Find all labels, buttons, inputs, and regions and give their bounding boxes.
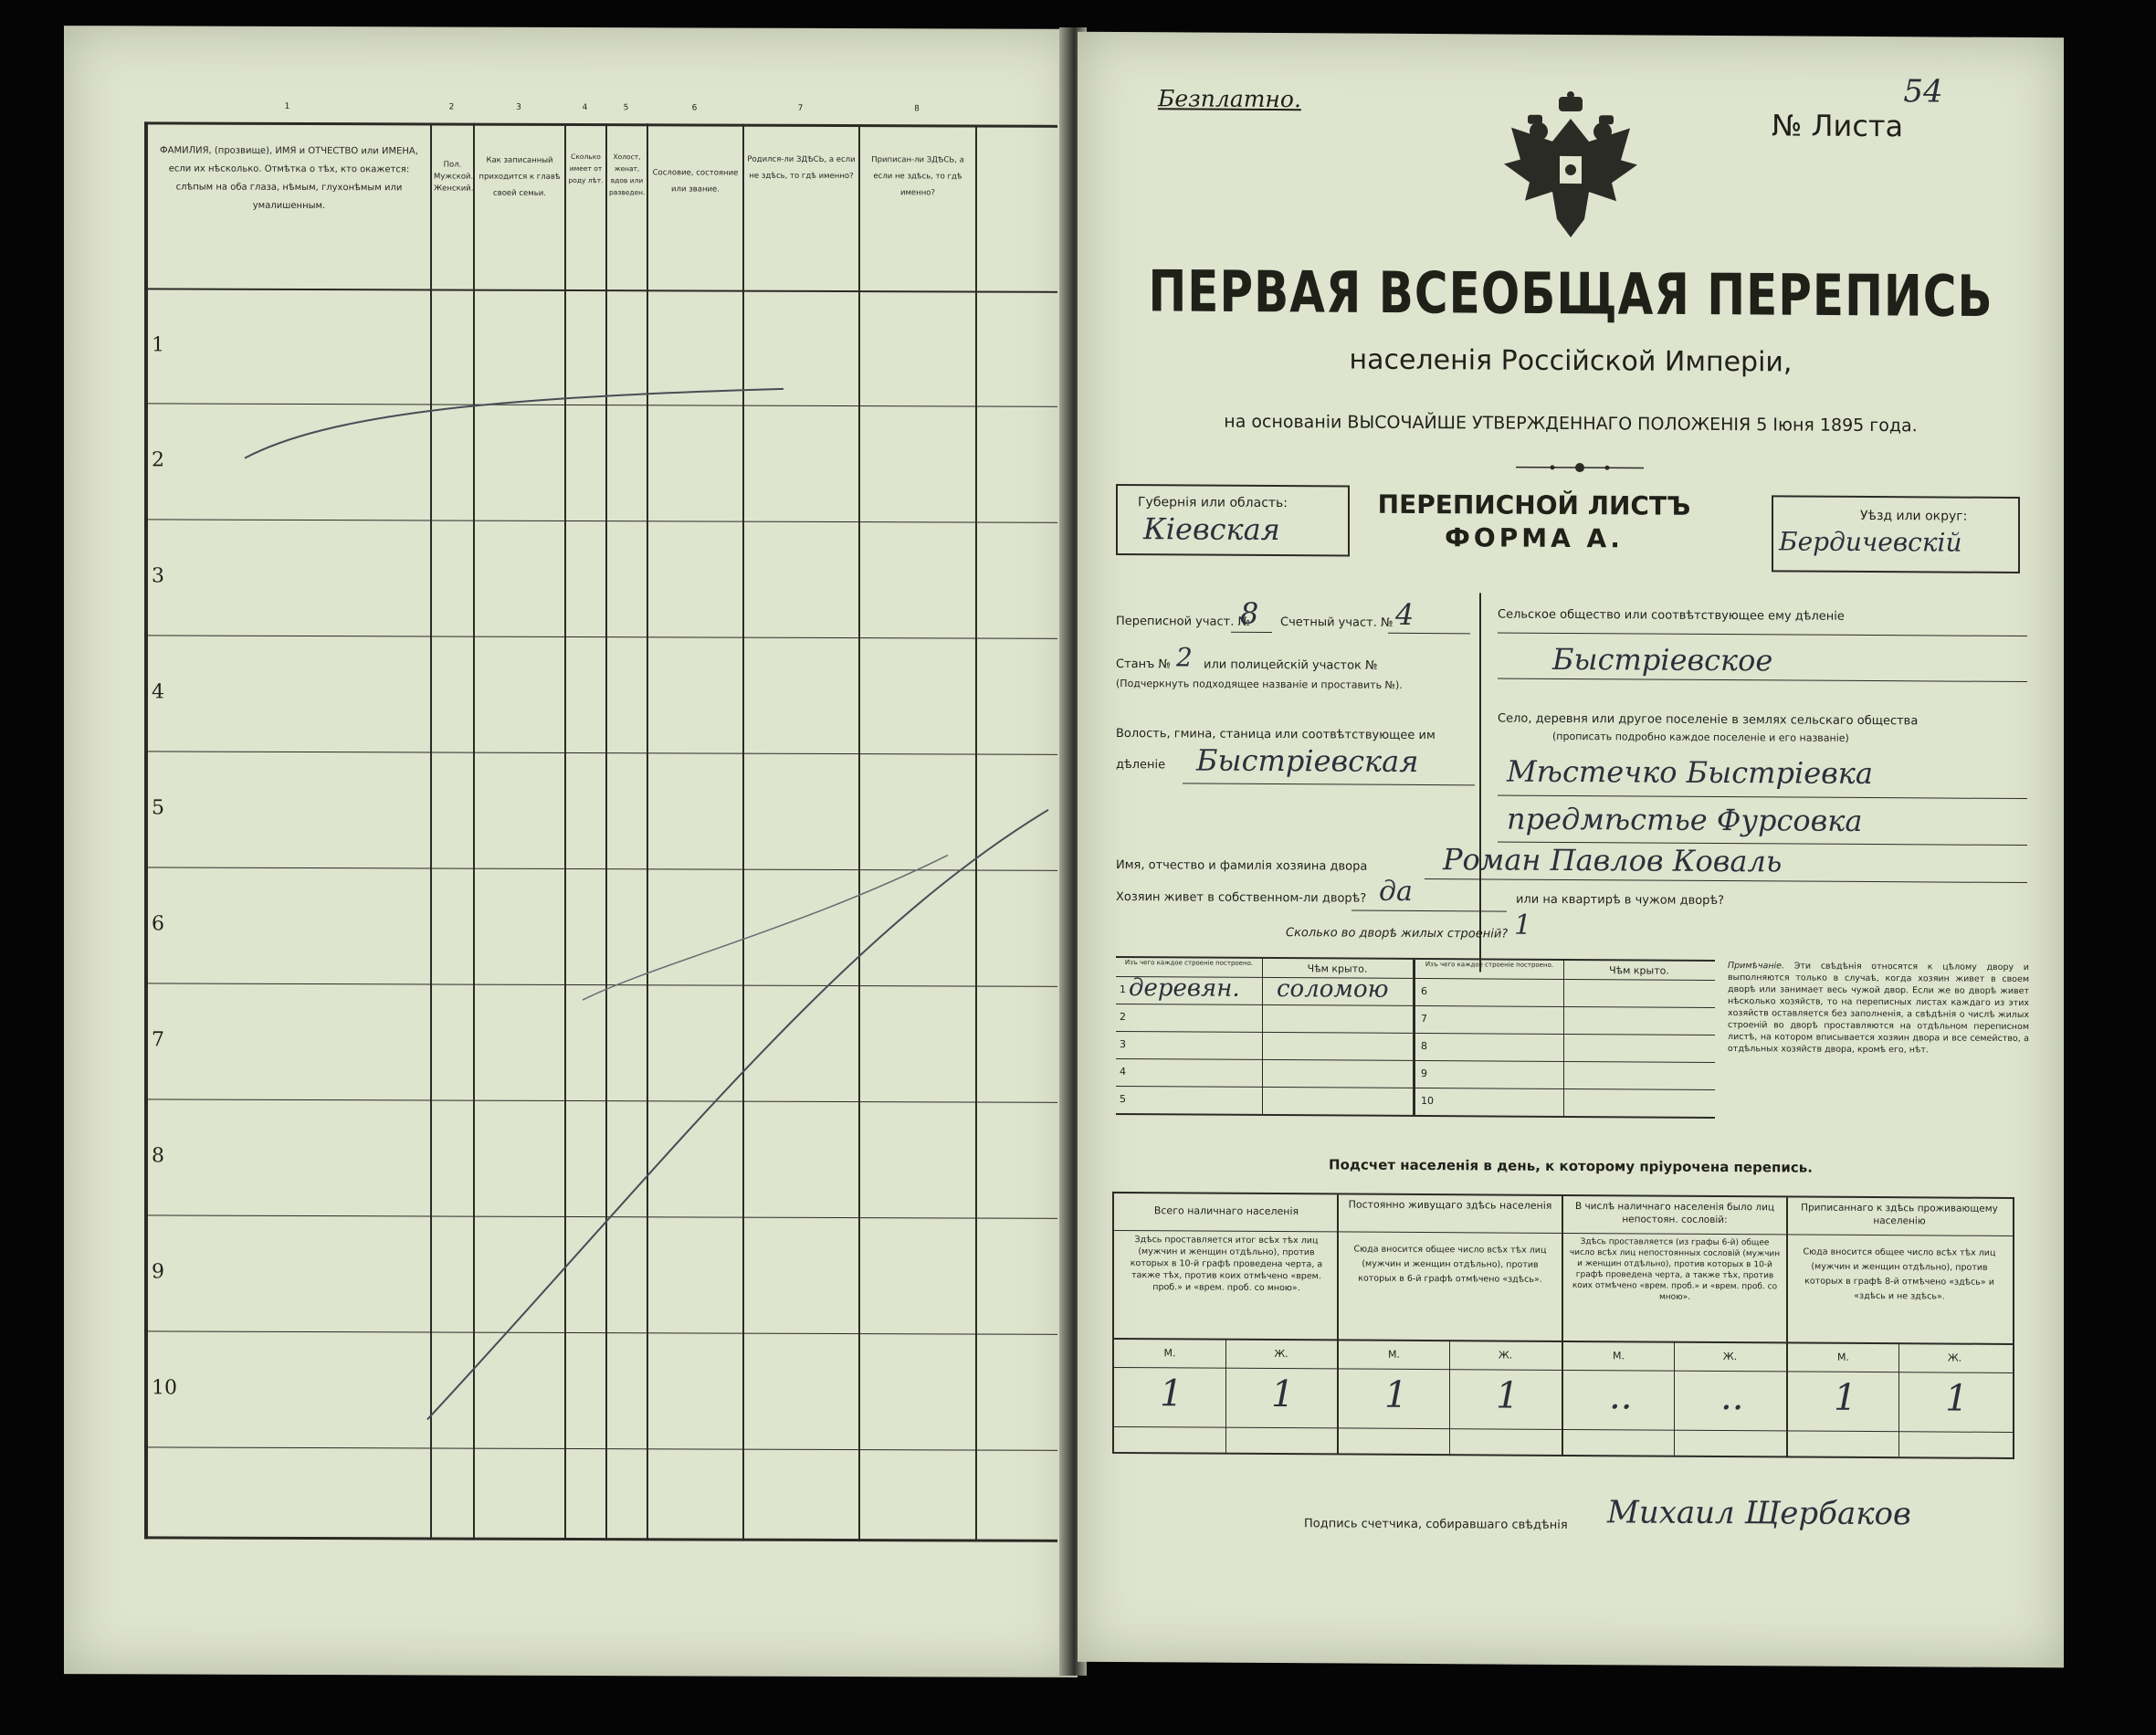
- building-row-number: 5: [1120, 1092, 1126, 1106]
- district-label: Уѣзд или округ:: [1860, 508, 1968, 524]
- building-row-number: 3: [1120, 1037, 1126, 1051]
- column-header-name: ФАМИЛИЯ, (прозвище), ИМЯ и ОТЧЕСТВО или ИМЕНА, если их нѣсколько. Отмѣтка о тѣх, кто окажется: слѣпым на оба глаза, нѣмым, глухонѣмым или умалишенным.: [160, 145, 418, 212]
- district-value: Бердичевскій: [1779, 526, 1962, 558]
- buildings-header-material: Изъ чего каждое строеніе построено.: [1124, 959, 1254, 967]
- note-label: Примѣчаніе.: [1728, 961, 1785, 972]
- count-col-total-head: Всего наличнаго населенія: [1153, 1204, 1299, 1218]
- column-number: 8: [914, 104, 920, 114]
- count-col-nonpermanent-head: В числѣ наличнаго населенія было лиц непостоян. сословій:: [1574, 1201, 1775, 1226]
- sheet-number: [1772, 73, 1952, 144]
- village-value-2: предмѣстье Фурсовка: [1507, 801, 1863, 838]
- count-sex-male: М.: [1388, 1348, 1400, 1361]
- column-number: 4: [582, 103, 588, 113]
- buildings-table: [1116, 956, 1715, 1119]
- form-title-line-2: ФОРМА А.: [1445, 522, 1624, 554]
- volost-label: Волость, гмина, станица или соотвѣтствующее им дѣленіе: [1116, 726, 1436, 773]
- form-title-line-1: ПЕРЕПИСНОЙ ЛИСТЪ: [1377, 489, 1691, 521]
- census-form-left-page: [64, 26, 1078, 1677]
- free-of-charge-label: Безплатно.: [1158, 85, 1301, 113]
- count-value: 1: [1945, 1377, 1969, 1420]
- buildings-header-roof: Чѣм крыто.: [1307, 962, 1368, 975]
- count-sex-female: Ж.: [1722, 1351, 1738, 1363]
- ornament-divider: [1516, 461, 1644, 475]
- count-col-permanent-head: Постоянно живущаго здѣсь населенія: [1348, 1198, 1552, 1212]
- count-value: 1: [1160, 1372, 1183, 1415]
- province-box: [1116, 484, 1350, 557]
- row-number: 1: [152, 333, 164, 357]
- count-value: 1: [1496, 1374, 1520, 1417]
- count-col-nonpermanent-text: Здѣсь проставляется (из графы 6-й) общее число всѣх лиц непостоянных сословій (мужчин и женщин отдѣльно), против которых в 10-й графѣ проведена черта, а также тѣх, против коих отмѣчено «врем. проб.» и «врем. проб. со мною».: [1569, 1237, 1781, 1302]
- count-col-total-text: Здѣсь проставляется итог всѣх тѣх лиц (мужчин и женщин отдѣльно), против которых в 10-й графѣ проведена черта, а также тѣх, против коих отмѣчено «врем. проб.» и «врем. проб. со мною».: [1130, 1235, 1323, 1294]
- column-number: 3: [516, 102, 521, 112]
- document-title: ПЕРВАЯ ВСЕОБЩАЯ ПЕРЕПИСЬ: [1148, 258, 1993, 331]
- row-number: 2: [152, 448, 164, 472]
- column-number: 2: [448, 102, 455, 112]
- household-members-table: [144, 101, 1057, 1541]
- count-value: ..: [1720, 1376, 1744, 1419]
- document-subtitle: населенія Россійской Имперіи,: [1349, 343, 1793, 379]
- count-sex-male: М.: [1613, 1350, 1625, 1362]
- count-sex-female: Ж.: [1947, 1351, 1962, 1364]
- column-number: 6: [691, 103, 698, 113]
- buildings-header-roof-2: Чѣм крыто.: [1609, 964, 1669, 977]
- signature-label: Подпись счетчика, собиравшаго свѣдѣнія: [1304, 1517, 1568, 1532]
- census-form-right-page: [1078, 32, 2064, 1668]
- count-col-permanent-text: Сюда вносится общее число всѣх тѣх лиц (мужчин и женщин отдѣльно), против которых в 6-й графѣ отмѣчено «здѣсь».: [1353, 1244, 1547, 1285]
- column-header-estate: Сословие, состояние или звание.: [652, 168, 739, 195]
- count-sex-female: Ж.: [1498, 1349, 1513, 1362]
- owner-lives-value: да: [1379, 875, 1413, 908]
- count-sex-male: М.: [1163, 1347, 1176, 1360]
- handwritten-cancel-strokes: [144, 121, 1057, 1541]
- counting-area-label: Счетный участ. №: [1280, 615, 1394, 630]
- counter-signature: Михаил Щербаков: [1607, 1494, 1911, 1533]
- population-count-table: [1112, 1192, 2014, 1459]
- volost-value: Быстріевская: [1196, 742, 1419, 779]
- row-number: 9: [152, 1260, 164, 1284]
- building-1-roof: соломою: [1277, 975, 1389, 1004]
- count-sex-male: М.: [1837, 1351, 1849, 1363]
- rural-society-value: Быстріевское: [1552, 641, 1773, 678]
- building-row-number: 10: [1421, 1094, 1434, 1108]
- row-number: 5: [152, 796, 164, 820]
- owner-lives-suffix: или на квартирѣ в чужом дворѣ?: [1516, 892, 1725, 909]
- building-row-number: 1: [1120, 983, 1126, 996]
- note-text: Эти свѣдѣнія относятся к цѣлому двору и выполняются только в случаѣ, когда хозяин живет в своем дворѣ или занимает весь чужой двор. Если же во дворѣ живет нѣсколько хозяйств, то на переписных листах каждаго из этих хозяйств оставляется без заполненія, а свѣдѣнія о числѣ жилых строеній во дворѣ проставляются на отдѣльном переписном листѣ, на котором вписывается хозяин двора и все семейство, а отдѣльных хозяйств двора, кромѣ его, нѣт.: [1728, 961, 2029, 1056]
- village-value-1: Мѣстечко Быстріевка: [1507, 753, 1873, 792]
- column-header-registration: Приписан-ли ЗДѢСЬ, а если не здѣсь, то гдѣ именно?: [871, 155, 964, 198]
- count-col-registered-head: Приписаннаго к здѣсь проживающему населенію: [1801, 1202, 1998, 1227]
- owner-label: Имя, отчество и фамилія хозяина двора: [1116, 857, 1368, 874]
- count-sex-female: Ж.: [1274, 1348, 1288, 1361]
- column-number: 5: [623, 103, 629, 113]
- stan-value: 2: [1176, 642, 1193, 673]
- count-value: 1: [1834, 1376, 1857, 1419]
- column-header-relation: Как записанный приходится к главѣ своей семьи.: [479, 155, 561, 198]
- buildings-note: [1728, 960, 2029, 1057]
- buildings-value: 1: [1514, 909, 1532, 941]
- column-header-birthplace: Родился-ли ЗДѢСЬ, а если не здѣсь, то гдѣ именно?: [747, 154, 856, 182]
- count-value: ..: [1609, 1375, 1633, 1418]
- census-area-value: 8: [1240, 595, 1259, 631]
- column-number: 1: [284, 101, 290, 111]
- owner-lives-label: Хозяин живет в собственном-ли дворѣ?: [1116, 889, 1367, 906]
- row-number: 3: [152, 564, 164, 588]
- building-row-number: 6: [1421, 984, 1427, 998]
- province-label: Губернія или область:: [1138, 495, 1288, 511]
- building-row-number: 8: [1421, 1039, 1427, 1053]
- building-row-number: 4: [1120, 1065, 1126, 1078]
- building-row-number: 2: [1120, 1010, 1126, 1024]
- row-number: 4: [152, 680, 164, 704]
- count-col-registered-text: Сюда вносится общее число всѣх тѣх лиц (мужчин и женщин отдѣльно), против которых в графѣ 8-й отмѣчено «здѣсь» и «здѣсь и не здѣсь».: [1803, 1246, 1996, 1302]
- imperial-eagle-emblem-icon: [1502, 91, 1639, 243]
- rural-society-label: Сельское общество или соотвѣтствующее ему дѣленіе: [1498, 607, 1845, 624]
- column-header-marital: Холост, женат, вдов или разведен.: [609, 152, 646, 197]
- row-number: 8: [152, 1144, 164, 1168]
- building-row-number: 7: [1421, 1012, 1427, 1025]
- buildings-label: Сколько во дворѣ жилых строеній?: [1286, 926, 1509, 941]
- counting-area-value: 4: [1395, 596, 1415, 632]
- buildings-header-material-2: Изъ чего каждое строеніе построено.: [1425, 961, 1554, 969]
- population-count-title: Подсчет населенія в день, к которому пріурочена перепись.: [1329, 1156, 1813, 1176]
- row-number: 6: [152, 912, 164, 936]
- column-header-age: Сколько имеет от роду лѣт.: [568, 152, 604, 185]
- row-number: 10: [152, 1376, 177, 1400]
- stan-note: (Подчеркнуть подходящее названіе и проставить №).: [1116, 677, 1403, 691]
- stan-suffix: или полицейскій участок №: [1204, 657, 1378, 673]
- form-title: [1351, 489, 1717, 556]
- district-box: [1772, 495, 2020, 573]
- sheet-number-value: 54: [1903, 73, 1943, 110]
- count-value: 1: [1271, 1372, 1295, 1416]
- legal-basis: на основаніи ВЫСОЧАЙШЕ УТВЕРЖДЕННАГО ПОЛОЖЕНІЯ 5 Іюня 1895 года.: [1224, 411, 1918, 436]
- owner-value: Роман Павлов Коваль: [1443, 842, 1783, 879]
- census-area-label: Переписной участ. №: [1116, 614, 1250, 629]
- count-value: 1: [1384, 1373, 1408, 1416]
- building-row-number: 9: [1421, 1067, 1427, 1080]
- village-note: (прописать подробно каждое поселеніе и его названіе): [1552, 730, 1849, 744]
- building-1-material: деревян.: [1129, 974, 1240, 1003]
- column-number: 7: [797, 103, 804, 113]
- row-number: 7: [152, 1028, 164, 1052]
- stan-label: Станъ №: [1116, 657, 1171, 672]
- column-header-sex: Пол. Мужской. Женский.: [434, 160, 474, 194]
- sheet-number-label: № Листа: [1772, 108, 1904, 144]
- province-value: Кіевская: [1143, 511, 1280, 548]
- village-label: Село, деревня или другое поселеніе в землях сельскаго общества: [1498, 711, 1919, 729]
